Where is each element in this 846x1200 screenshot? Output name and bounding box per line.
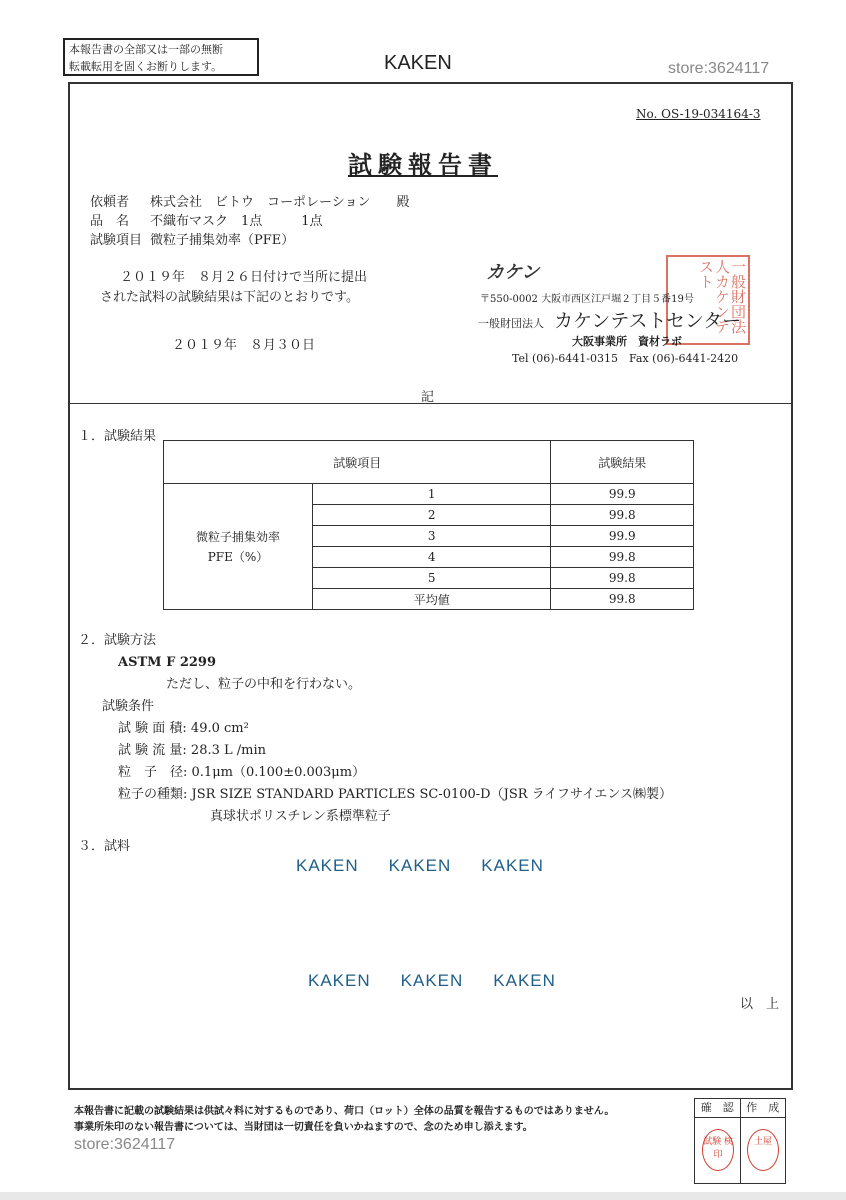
- section-method-heading: ２．試験方法: [78, 633, 157, 648]
- notice-line: 本報告書の全部又は一部の無断: [69, 43, 223, 56]
- result-cell: 99.9: [551, 484, 694, 505]
- trial-cell: 1: [313, 484, 551, 505]
- result-cell: 99.8: [551, 568, 694, 589]
- kaken-logo: カケン: [486, 262, 540, 283]
- org-name: 一般財団法人 カケンテストセンター: [478, 310, 742, 332]
- bottom-edge: [0, 1192, 846, 1200]
- condition-row: 粒 子 径: 0.1μm（0.100±0.003μm）: [118, 765, 366, 780]
- sample-watermark-row: KAKEN KAKEN KAKEN: [296, 856, 544, 875]
- store-watermark: store:3624117: [74, 1136, 176, 1153]
- method-note: ただし、粒子の中和を行わない。: [166, 677, 362, 692]
- sample-watermark-row: KAKEN KAKEN KAKEN: [308, 971, 556, 990]
- trial-cell: 3: [313, 526, 551, 547]
- client-label: 依頼者: [90, 195, 130, 210]
- product-label: 品 名: [90, 214, 130, 229]
- col-header-result: 試験結果: [551, 441, 694, 484]
- intro-line: ２０１９年 ８月２６日付けで当所に提出: [120, 270, 368, 285]
- official-seal: 一般財団法人カケンテスト: [666, 255, 750, 345]
- approval-stamps: [694, 1098, 786, 1184]
- item-cell: 微粒子捕集効率 PFE（%）: [164, 484, 313, 610]
- copyright-notice: [63, 38, 259, 76]
- conditions-heading: 試験条件: [102, 699, 155, 714]
- result-cell: 99.9: [551, 526, 694, 547]
- notice-line: 転載転用を固くお断りします。: [69, 60, 223, 73]
- page-title: 試験報告書: [348, 150, 498, 179]
- intro-text: [100, 268, 367, 308]
- client-value: 株式会社 ビトウ コーポレーション 殿: [150, 195, 410, 210]
- item-value: 微粒子捕集効率（PFE）: [150, 233, 295, 248]
- average-value: 99.8: [551, 589, 694, 610]
- trial-cell: 5: [313, 568, 551, 589]
- result-cell: 99.8: [551, 547, 694, 568]
- section-sample-heading: ３．試料: [78, 839, 131, 854]
- product-value: 不織布マスク 1点 1点: [150, 214, 323, 229]
- confirm-seal: 試験 検印: [702, 1129, 734, 1171]
- method-standard: ASTM F 2299: [118, 655, 217, 670]
- condition-row: 試 験 面 積: 49.0 cm²: [118, 721, 249, 736]
- create-label: 作 成: [740, 1099, 786, 1117]
- intro-line: された試料の試験結果は下記のとおりです。: [100, 290, 359, 305]
- results-table: [163, 440, 694, 610]
- divider: [70, 403, 791, 404]
- footnote: 本報告書に記載の試験結果は供試々料に対するものであり、荷口（ロット）全体の品質を報告するものではありません。 事業所朱印のない報告書については、当財団は一切責任を負いかねますので、念のため申し添えます。: [74, 1106, 615, 1133]
- table-row: [164, 484, 694, 505]
- end-mark: 以 上: [740, 997, 780, 1012]
- section-method: [78, 630, 672, 828]
- report-info: [90, 193, 409, 250]
- org-contact: Tel (06)-6441-0315 Fax (06)-6441-2420: [512, 352, 739, 365]
- trial-cell: 2: [313, 505, 551, 526]
- org-office: 大阪事業所 資材ラボ: [572, 335, 682, 348]
- ki-mark: 記: [421, 390, 435, 405]
- create-seal: 土屋: [747, 1129, 779, 1171]
- col-header-item: 試験項目: [164, 441, 551, 484]
- org-address: 〒550-0002 大阪市西区江戸堀２丁目５番19号: [480, 294, 694, 305]
- trial-cell: 4: [313, 547, 551, 568]
- result-cell: 99.8: [551, 505, 694, 526]
- condition-extra: 真球状ポリスチレン系標準粒子: [210, 809, 391, 824]
- item-label: 試験項目: [90, 233, 143, 248]
- condition-row: 粒子の種類: JSR SIZE STANDARD PARTICLES SC-0100-D（JSR ライフサイエンス㈱製）: [118, 787, 673, 802]
- confirm-label: 確 認: [700, 1101, 734, 1114]
- header-logo: KAKEN: [384, 52, 452, 74]
- section-results-heading: １．試験結果: [78, 429, 157, 444]
- store-watermark: store:3624117: [668, 60, 770, 77]
- report-number: No. OS-19-034164-3: [636, 107, 761, 121]
- condition-row: 試 験 流 量: 28.3 L /min: [118, 743, 266, 758]
- average-label: 平均値: [313, 589, 551, 610]
- report-date: ２０１９年 ８月３０日: [172, 338, 316, 353]
